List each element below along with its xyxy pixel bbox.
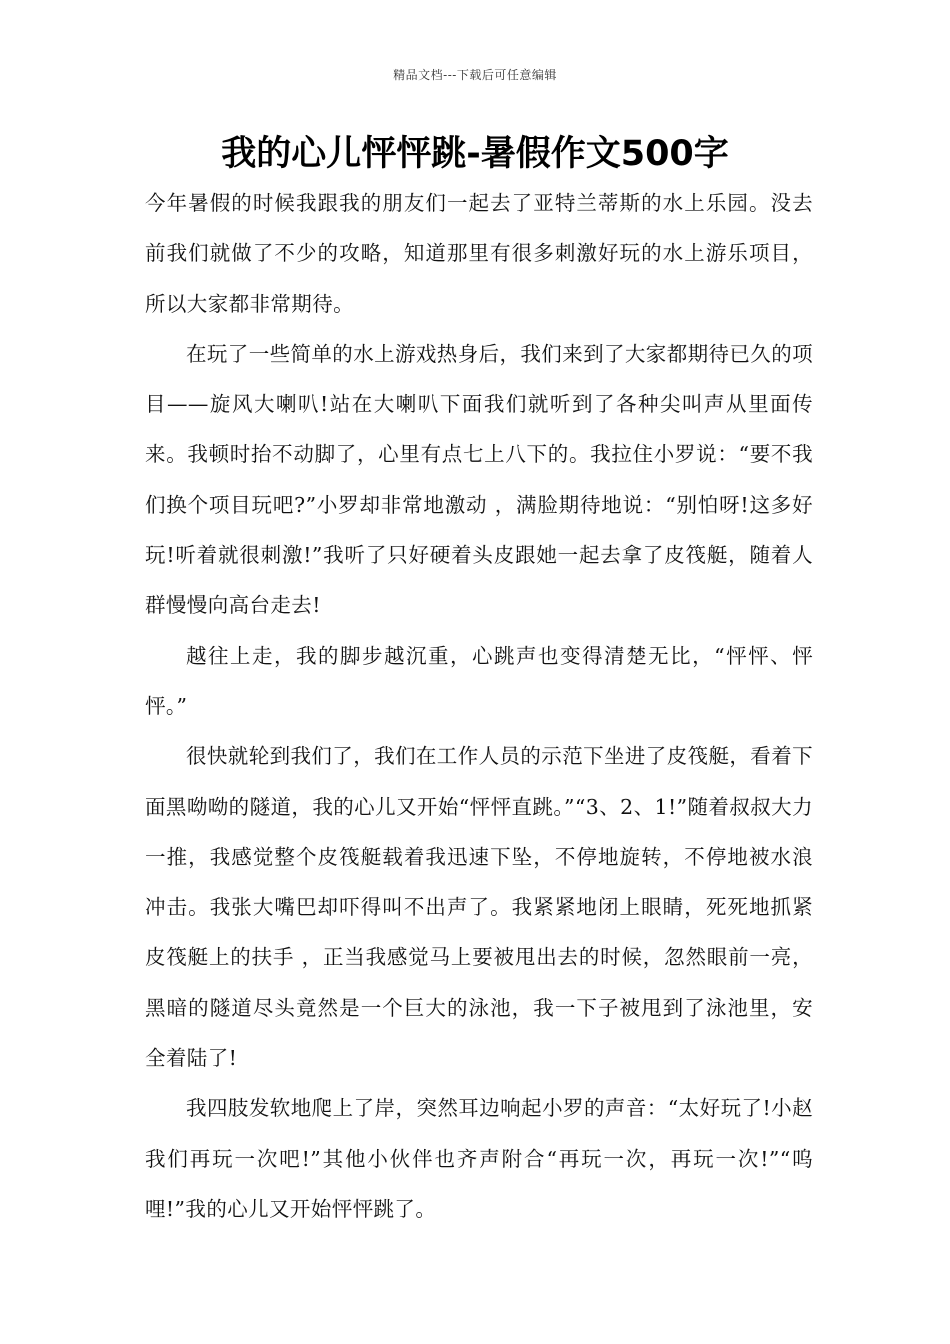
paragraph-2: 在玩了一些简单的水上游戏热身后，我们来到了大家都期待已久的项目——旋风大喇叭!站在大喇叭下面我们就听到了各种尖叫声从里面传来。我顿时抬不动脚了，心里有点七上八下的。我拉住小罗说：“要不我们换个项目玩吧?”小罗却非常地激动 ，满脸期待地说：“别怕呀!这多好玩!听着就很刺激!”我听了只好硬着头皮跟她一起去拿了皮筏艇，随着人群慢慢向高台走去! [145,341,813,618]
paragraph-1: 今年暑假的时候我跟我的朋友们一起去了亚特兰蒂斯的水上乐园。没去前我们就做了不少的攻略，知道那里有很多刺激好玩的水上游乐项目，所以大家都非常期待。 [145,191,813,316]
document-title: 我的心儿怦怦跳-暑假作文500字 [221,134,729,174]
document-body [145,178,813,1234]
paragraph-3: 越往上走，我的脚步越沉重，心跳声也变得清楚无比，“怦怦、怦怦。” [145,643,813,718]
paragraph-5: 我四肢发软地爬上了岸，突然耳边响起小罗的声音：“太好玩了!小赵我们再玩一次吧!”其他小伙伴也齐声附合“再玩一次，再玩一次!”“呜哩!”我的心儿又开始怦怦跳了。 [145,1096,813,1221]
paragraph-4: 很快就轮到我们了，我们在工作人员的示范下坐进了皮筏艇，看着下面黑呦呦的隧道，我的心儿又开始“怦怦直跳。”“3、2、1!”随着叔叔大力一推，我感觉整个皮筏艇载着我迅速下坠，不停地旋转，不停地被水浪冲击。我张大嘴巴却吓得叫不出声了。我紧紧地闭上眼睛，死死地抓紧皮筏艇上的扶手 ，正当我感觉马上要被甩出去的时候，忽然眼前一亮，黑暗的隧道尽头竟然是一个巨大的泳池，我一下子被甩到了泳池里，安全着陆了! [145,744,813,1071]
header-note: 精品文档---下载后可任意编辑 [393,68,557,82]
